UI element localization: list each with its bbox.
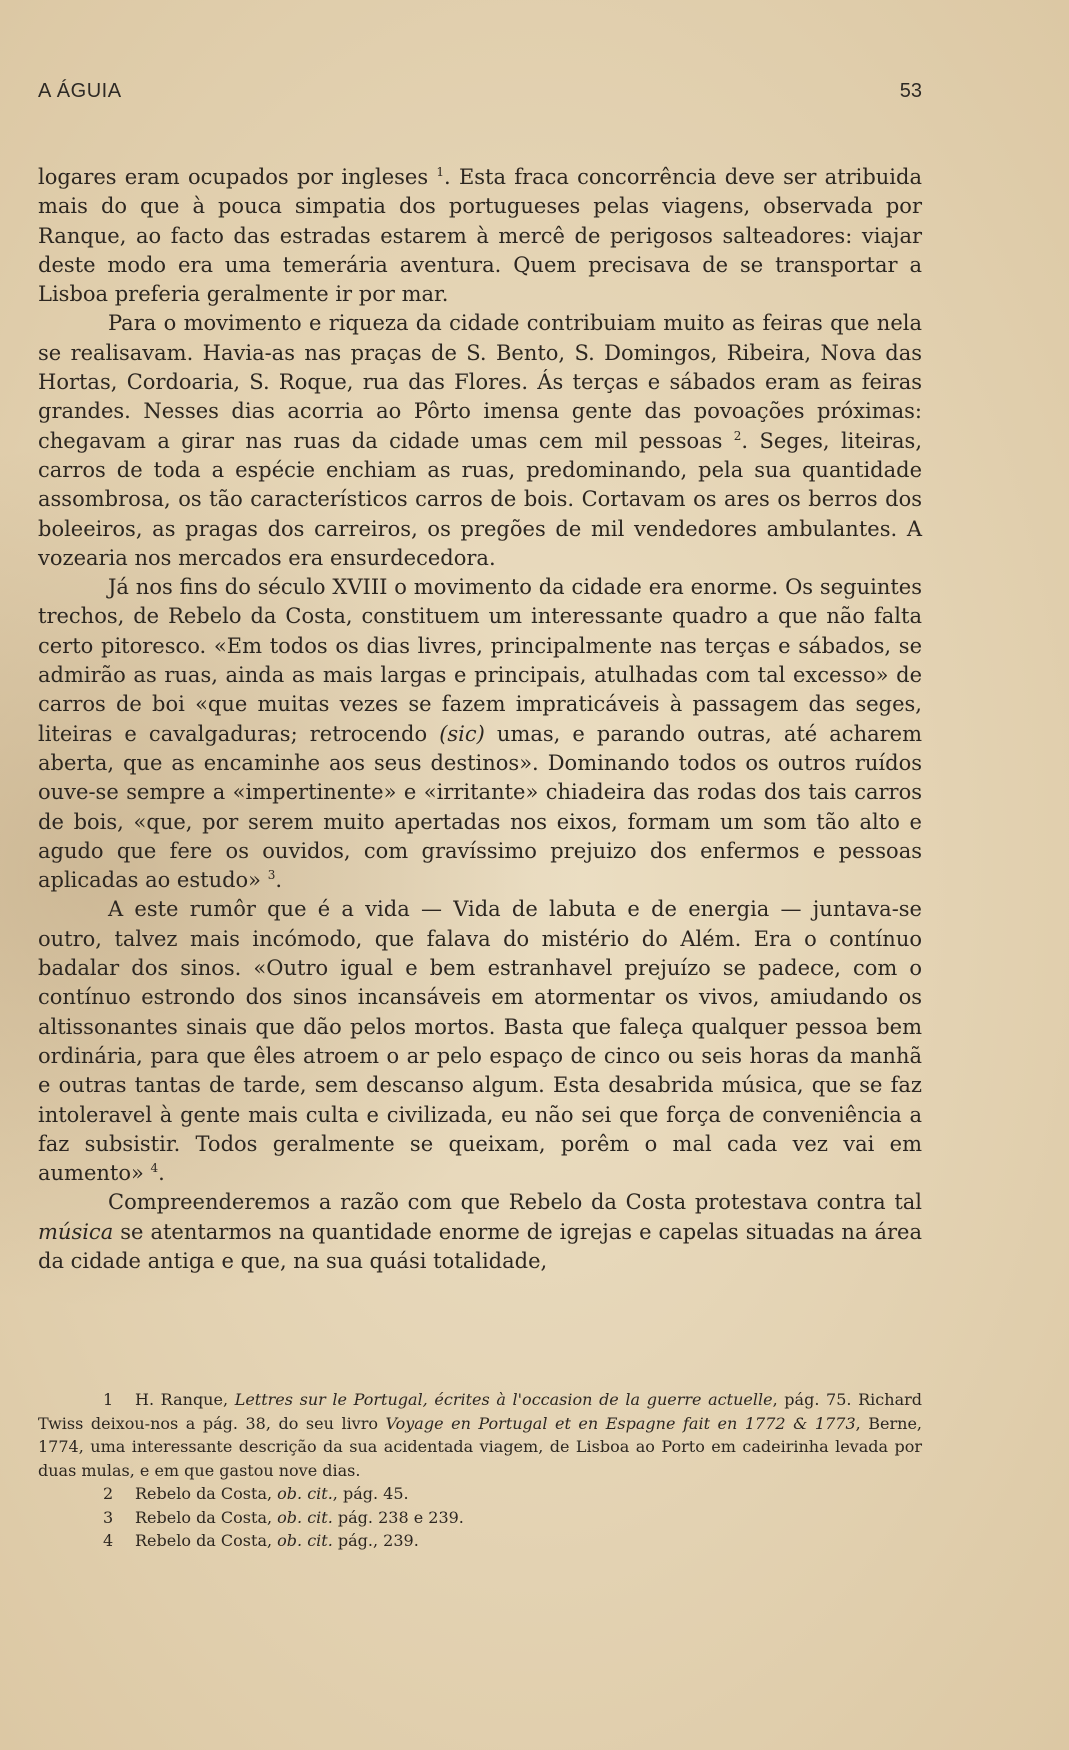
body-text — [38, 163, 922, 1276]
italic-text: ob. cit. — [277, 1507, 333, 1527]
italic-text: Lettres sur le Portugal, écrites à l'occasion de la guerre actuelle — [234, 1390, 773, 1409]
footnote — [38, 1506, 922, 1530]
text-run: H. Ranque, — [135, 1390, 235, 1409]
italic-text: (sic) — [439, 721, 485, 746]
italic-text: ob. cit. — [277, 1531, 333, 1550]
journal-title: A ÁGUIA — [38, 80, 122, 102]
footnote-ref[interactable]: 1 — [436, 165, 445, 179]
text-run: . — [158, 1161, 165, 1186]
footnote-marker: 1 — [103, 1390, 114, 1409]
italic-text: ob. cit. — [277, 1484, 333, 1503]
italic-text: música — [38, 1219, 114, 1244]
text-run: . Seges, liteiras, carros de toda a espécie enchiam as ruas, predominando, pela sua quantidade assombrosa, os tão característicos carros de bois. Cortavam os ares os berros dos boleeiros, as pragas dos carreiros, os pregões de mil vendedores ambulantes. A vozearia nos mercados era ensurdecedora. — [38, 428, 922, 570]
footnote — [38, 1482, 922, 1506]
footnote-ref[interactable]: 4 — [150, 1161, 159, 1176]
paragraph — [38, 895, 922, 1188]
footnotes — [38, 1388, 922, 1553]
footnote-marker: 4 — [103, 1531, 114, 1550]
footnote-marker: 3 — [103, 1507, 114, 1527]
footnote-marker: 2 — [103, 1484, 114, 1503]
paragraph — [38, 309, 922, 573]
italic-text: Voyage en Portugal et en Espagne fait en 1772 & 1773 — [385, 1413, 856, 1433]
footnote — [38, 1529, 922, 1553]
text-run: Compreenderemos a razão com que Rebelo da Costa protestava contra tal — [108, 1190, 922, 1215]
text-run: , pág. 75. Richard Twiss deixou-nos a pág. 38, do seu livro — [38, 1390, 922, 1433]
text-run: pág. 238 e 239. — [332, 1507, 464, 1527]
text-run: , Berne, 1774, uma interessante descrição da sua acidentada viagem, de Lisboa ao Porto em cadeirinha levada por duas mulas, e em que gastou nove dias. — [38, 1413, 923, 1480]
text-run: pág., 239. — [332, 1531, 419, 1550]
text-run: A este rumôr que é a vida — Vida de labuta e de energia — juntava-se outro, talvez mais incómodo, que falava do mistério do Além. Era o contínuo badalar dos sinos. «Outro igual e bem estranhavel prejuízo se padece, com o contínuo estrondo dos sinos incansáveis em atormentar os vivos, amiudando os altissonantes sinais que dão pelos mortos. Basta que faleça qualquer pessoa bem ordinária, para que êles atroem o ar pelo espaço de cinco ou seis horas da manhã e outras tantas de tarde, sem descanso algum. Esta desabrida música, que se faz intoleravel à gente mais culta e civilizada, eu não sei que força de conveniência a faz subsistir. Todos geralmente se queixam, porêm o mal cada vez vai em aumento» — [38, 897, 922, 1186]
text-run: umas, e parando outras, até acharem aberta, que as encaminhe aos seus destinos». Dominando todos os outros ruídos ouve-se sempre a «impertinente» e «irritante» chiadeira das rodas dos tais carros de bois, «que, por serem muito apertadas nos eixos, formam um som tão alto e agudo que fere os ouvidos, com gravíssimo prejuizo dos enfermos e pessoas aplicadas ao estudo» — [38, 721, 922, 893]
text-run: logares eram ocupados por ingleses — [38, 165, 437, 189]
footnote-ref[interactable]: 3 — [267, 868, 276, 883]
footnote-ref[interactable]: 2 — [733, 428, 742, 443]
text-run: se atentarmos na quantidade enorme de igrejas e capelas situadas na área da cidade antiga e que, na sua quási totalidade, — [38, 1219, 922, 1273]
text-run: Para o movimento e riqueza da cidade contribuiam muito as feiras que nela se realisavam. Havia-as nas praças de S. Bento, S. Domingos, Ribeira, Nova das Hortas, Cordoaria, S. Roque, rua das Flores. Ás terças e sábados eram as feiras grandes. Nesses dias acorria ao Pôrto imensa gente das povoações próximas: chegavam a girar nas ruas da cidade umas cem mil pessoas — [38, 311, 922, 453]
running-header — [38, 80, 922, 108]
text-run: Já nos fins do século XVIII o movimento da cidade era enorme. Os seguintes trechos, de Rebelo da Costa, constituem um interessante quadro a que não falta certo pitoresco. «Em todos os dias livres, principalmente nas terças e sábados, se admirão as ruas, ainda as mais largas e principais, atulhadas com tal excesso» de carros de boi «que muitas vezes se fazem impraticáveis à passagem das seges, liteiras e cavalgaduras; retrocendo — [38, 575, 922, 746]
text-run: Rebelo da Costa, — [135, 1531, 278, 1550]
text-run: , pág. 45. — [332, 1484, 409, 1503]
text-run: Rebelo da Costa, — [135, 1507, 278, 1527]
paragraph — [38, 163, 922, 309]
text-run: . — [275, 868, 283, 893]
paragraph — [38, 573, 922, 895]
footnote — [38, 1388, 922, 1482]
paragraph — [38, 1188, 922, 1276]
page-number: 53 — [899, 80, 922, 102]
text-run: Rebelo da Costa, — [135, 1484, 278, 1503]
text-run: . Esta fraca concorrência deve ser atribuida mais do que à pouca simpatia dos portugueses pelas viagens, observada por Ranque, ao facto das estradas estarem à mercê de perigosos salteadores: viajar deste modo era uma temerária aventura. Quem precisava de se transportar a Lisboa preferia geralmente ir por mar. — [38, 165, 922, 307]
